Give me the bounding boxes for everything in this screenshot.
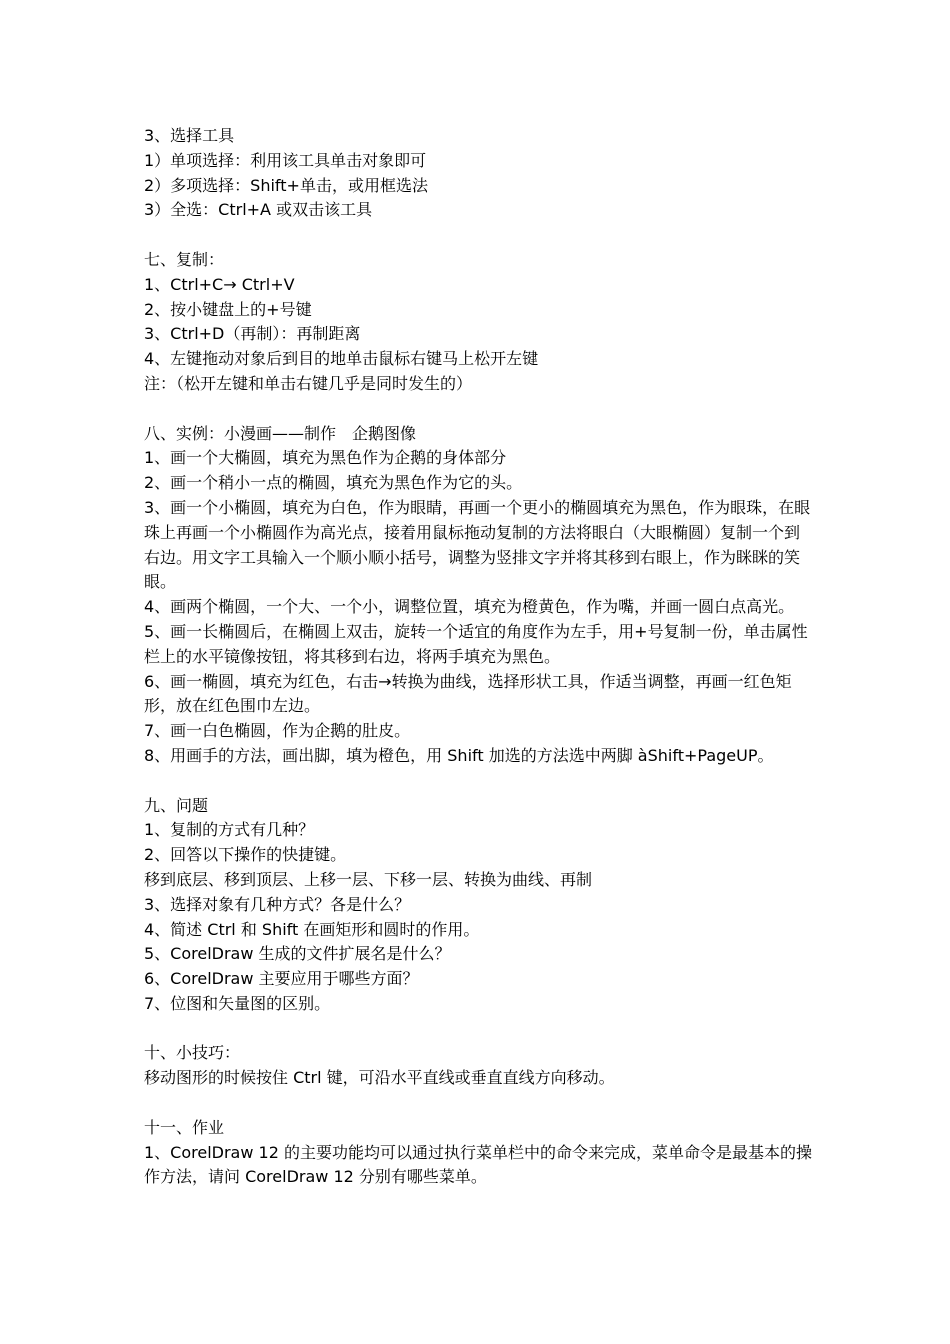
heading-homework: 十一、作业 (144, 1117, 225, 1137)
text-line: 移到底层、移到顶层、上移一层、下移一层、转换为曲线、再制 (144, 869, 593, 889)
text-line: 8、用画手的方法，画出脚，填为橙色，用 Shift 加选的方法选中两脚 àShift+PageUP。 (144, 745, 774, 765)
heading-copy: 七、复制： (144, 249, 225, 269)
section-selection-tool (144, 124, 814, 223)
question-line: 3、选择对象有几种方式？各是什么？ (144, 894, 411, 914)
text-line: 移动图形的时候按住 Ctrl 键，可沿水平直线或垂直直线方向移动。 (144, 1068, 615, 1088)
text-line: 2、画一个稍小一点的椭圆，填充为黑色作为它的头。 (144, 473, 523, 493)
note-line: 注：（松开左键和单击右键几乎是同时发生的） (144, 373, 473, 393)
text-paragraph: 4、画两个椭圆，一个大、一个小，调整位置，填充为橙黄色，作为嘴，并画一圆白点高光。 (144, 597, 795, 617)
question-line: 1、复制的方式有几种？ (144, 820, 315, 840)
section-questions (144, 794, 814, 1017)
text-line: 1、画一个大椭圆，填充为黑色作为企鹅的身体部分 (144, 448, 507, 468)
heading-example: 八、实例：小漫画——制作 企鹅图像 (144, 423, 417, 443)
heading-questions: 九、问题 (144, 795, 209, 815)
text-paragraph: 6、画一椭圆，填充为红色，右击→转换为曲线，选择形状工具，作适当调整，再画一红色矩形，放在红色围巾左边。 (144, 671, 792, 716)
text-line: 3）全选：Ctrl+A 或双击该工具 (144, 200, 373, 220)
document-page (144, 124, 814, 1215)
question-line: 4、简述 Ctrl 和 Shift 在画矩形和圆时的作用。 (144, 919, 480, 939)
text-line: 7、画一白色椭圆，作为企鹅的肚皮。 (144, 721, 411, 741)
text-line: 2、按小键盘上的+号键 (144, 299, 312, 319)
text-paragraph: 5、画一长椭圆后，在椭圆上双击，旋转一个适宜的角度作为左手，用+号复制一份，单击属性栏上的水平镜像按钮，将其移到右边，将两手填充为黑色。 (144, 621, 808, 666)
text-line: 4、左键拖动对象后到目的地单击鼠标右键马上松开左键 (144, 349, 539, 369)
heading-selection-tool: 3、选择工具 (144, 126, 235, 145)
section-tips (144, 1041, 814, 1091)
question-line: 2、回答以下操作的快捷键。 (144, 845, 347, 865)
section-example-penguin (144, 422, 814, 769)
question-line: 6、CorelDraw 主要应用于哪些方面？ (144, 969, 419, 989)
section-homework (144, 1116, 814, 1190)
text-line: 3、Ctrl+D（再制）：再制距离 (144, 324, 361, 344)
text-paragraph: 3、画一个小椭圆，填充为白色，作为眼睛，再画一个更小的椭圆填充为黑色，作为眼珠，在眼珠上再画一个小椭圆作为高光点，接着用鼠标拖动复制的方法将眼白（大眼椭圆）复制一个到右边。用文字工具输入一个顺小顺小括号，调整为竖排文字并将其移到右眼上，作为眯眯的笑眼。 (144, 497, 811, 592)
heading-tips: 十、小技巧： (144, 1043, 241, 1063)
text-paragraph: 1、CorelDraw 12 的主要功能均可以通过执行菜单栏中的命令来完成，菜单命令是最基本的操作方法，请问 CorelDraw 12 分别有哪些菜单。 (144, 1142, 812, 1187)
question-line: 7、位图和矢量图的区别。 (144, 993, 331, 1013)
question-line: 5、CorelDraw 生成的文件扩展名是什么？ (144, 944, 451, 964)
text-line: 1）单项选择：利用该工具单击对象即可 (144, 150, 427, 170)
text-line: 1、Ctrl+C→ Ctrl+V (144, 274, 295, 294)
section-copy (144, 248, 814, 397)
text-line: 2）多项选择：Shift+单击，或用框选法 (144, 175, 428, 195)
